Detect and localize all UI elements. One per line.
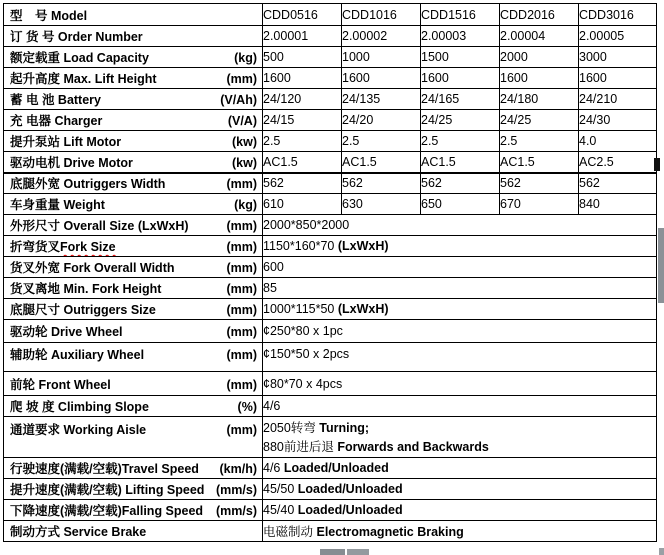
row-label: 提升速度(满载/空载) Lifting Speed	[10, 483, 205, 497]
value-cell: 24/30	[579, 110, 657, 131]
row-label: 订 货 号 Order Number	[10, 30, 143, 44]
table-row	[4, 47, 657, 68]
row-label: 驱动电机 Drive Motor	[10, 155, 133, 170]
table-row	[4, 372, 657, 396]
row-label: 蓄 电 池 Battery	[10, 93, 101, 107]
value-cell: 2.5	[421, 131, 500, 152]
row-label-spellcheck: Fork Size	[60, 240, 116, 254]
row-unit: (mm)	[226, 261, 257, 275]
row-label-cell	[4, 343, 263, 372]
row-unit: (mm)	[226, 219, 257, 233]
value-cell-merged: ¢250*80 x 1pc	[263, 320, 657, 343]
row-label: 驱动轮 Drive Wheel	[10, 325, 123, 339]
value-cell: 2.00003	[421, 26, 500, 47]
row-label-cell	[4, 194, 263, 215]
row-unit: (%)	[237, 400, 257, 414]
table-resize-handle-fragment[interactable]	[347, 549, 369, 555]
row-label: 充 电器 Charger	[10, 114, 103, 128]
value-cell-merged: ¢80*70 x 4pcs	[263, 372, 657, 396]
row-label-cell	[4, 396, 263, 417]
value-cell: 24/210	[579, 89, 657, 110]
row-label: 外形尺寸 Overall Size (LxWxH)	[10, 219, 189, 233]
table-row	[4, 299, 657, 320]
row-label-cell	[4, 500, 263, 521]
row-unit: (V/A)	[227, 114, 257, 128]
value-cell: 1600	[500, 68, 579, 89]
row-label: 折弯货叉	[10, 240, 61, 254]
row-unit: (mm/s)	[216, 483, 257, 497]
table-row	[4, 236, 657, 257]
value-cell: 500	[263, 47, 342, 68]
row-unit: (kg)	[234, 198, 257, 212]
value-cell: 24/25	[500, 110, 579, 131]
value-cell: 24/25	[421, 110, 500, 131]
table-row	[4, 479, 657, 500]
table-row	[4, 4, 657, 26]
row-unit: (mm)	[226, 348, 257, 362]
row-label: 货叉外宽 Fork Overall Width	[10, 261, 175, 275]
table-row	[4, 215, 657, 236]
value-cell-merged: 4/6	[263, 396, 657, 417]
table-resize-handle-fragment[interactable]	[320, 549, 345, 555]
row-label-cell	[4, 278, 263, 299]
row-unit: (mm/s)	[216, 504, 257, 518]
value-cell: 1600	[579, 68, 657, 89]
table-row	[4, 458, 657, 479]
row-label: 起升高度 Max. Lift Height	[10, 72, 157, 86]
row-label-cell	[4, 26, 263, 47]
table-row	[4, 173, 657, 194]
row-label-cell	[4, 236, 263, 257]
value-cell: 1600	[263, 68, 342, 89]
row-label-cell	[4, 372, 263, 396]
value-cell-merged: 45/40 Loaded/Unloaded	[263, 500, 657, 521]
table-row	[4, 68, 657, 89]
value-cell: AC1.5	[421, 152, 500, 173]
table-row	[4, 320, 657, 343]
table-row	[4, 521, 657, 542]
row-unit: (kw)	[232, 155, 257, 170]
row-label: 车身重量 Weight	[10, 198, 105, 212]
row-label-cell	[4, 458, 263, 479]
row-label-cell	[4, 47, 263, 68]
value-cell: 1000	[342, 47, 421, 68]
row-label-cell	[4, 4, 263, 26]
value-cell: 2.00005	[579, 26, 657, 47]
value-cell: 562	[579, 173, 657, 194]
row-label-cell	[4, 89, 263, 110]
value-cell: 4.0	[579, 131, 657, 152]
row-label: 制动方式 Service Brake	[10, 525, 147, 539]
value-cell: AC1.5	[500, 152, 579, 173]
row-label: 提升泵站 Lift Motor	[10, 135, 122, 149]
table-row	[4, 110, 657, 131]
value-cell-merged: 1000*115*50 (LxWxH)	[263, 299, 657, 320]
value-cell: AC2.5	[579, 152, 657, 173]
table-row	[4, 89, 657, 110]
value-cell: AC1.5	[263, 152, 342, 173]
value-cell: 2.5	[342, 131, 421, 152]
row-label-cell	[4, 479, 263, 500]
table-row	[4, 396, 657, 417]
value-cell: 2.5	[500, 131, 579, 152]
row-unit: (mm)	[226, 177, 257, 192]
row-label: 下降速度(满载/空载)Falling Speed	[10, 504, 204, 518]
row-unit: (mm)	[226, 423, 257, 437]
row-unit: (mm)	[226, 303, 257, 317]
value-cell: 562	[421, 173, 500, 194]
value-cell: 562	[500, 173, 579, 194]
value-cell-merged: 2000*850*2000	[263, 215, 657, 236]
row-label: 辅助轮 Auxiliary Wheel	[10, 348, 145, 362]
spec-table-body	[4, 4, 657, 542]
value-cell: CDD1016	[342, 4, 421, 26]
value-cell-merged: 电磁制动 Electromagnetic Braking	[263, 521, 657, 542]
row-label-cell	[4, 521, 263, 542]
value-cell-merged: 45/50 Loaded/Unloaded	[263, 479, 657, 500]
table-row	[4, 131, 657, 152]
value-cell-merged: ¢150*50 x 2pcs	[263, 343, 657, 372]
value-cell: 840	[579, 194, 657, 215]
value-cell-merged: 4/6 Loaded/Unloaded	[263, 458, 657, 479]
row-unit: (mm)	[226, 72, 257, 86]
value-cell-merged: 600	[263, 257, 657, 278]
row-unit: (kg)	[234, 51, 257, 65]
row-label: 额定载重 Load Capacity	[10, 51, 149, 65]
value-cell: 2.00001	[263, 26, 342, 47]
value-cell: 2.00002	[342, 26, 421, 47]
row-label-cell	[4, 152, 263, 173]
row-label: 底腿外宽 Outriggers Width	[10, 177, 166, 192]
value-cell: 2000	[500, 47, 579, 68]
value-cell: AC1.5	[342, 152, 421, 173]
value-cell: 610	[263, 194, 342, 215]
spec-table	[3, 3, 657, 542]
row-label: 爬 坡 度 Climbing Slope	[10, 400, 149, 414]
value-cell: 562	[342, 173, 421, 194]
value-cell: 3000	[579, 47, 657, 68]
value-cell: 24/20	[342, 110, 421, 131]
row-label: 型 号 Model	[10, 8, 88, 23]
table-row	[4, 152, 657, 173]
value-cell: 630	[342, 194, 421, 215]
row-unit: (mm)	[226, 377, 257, 392]
table-row	[4, 417, 657, 458]
row-label-cell	[4, 320, 263, 343]
row-label-cell	[4, 215, 263, 236]
row-label: 行驶速度(满载/空载)Travel Speed	[10, 462, 199, 476]
scrollbar-corner-fragment	[659, 548, 664, 555]
value-cell: CDD3016	[579, 4, 657, 26]
row-label-cell	[4, 257, 263, 278]
value-cell: 24/180	[500, 89, 579, 110]
row-unit: (mm)	[226, 282, 257, 296]
table-row	[4, 257, 657, 278]
row-label: 底腿尺寸 Outriggers Size	[10, 303, 156, 317]
row-label-cell	[4, 417, 263, 458]
row-label: 货叉离地 Min. Fork Height	[10, 282, 162, 296]
row-label-cell	[4, 68, 263, 89]
row-label: 前轮 Front Wheel	[10, 377, 111, 392]
value-cell-merged: 1150*160*70 (LxWxH)	[263, 236, 657, 257]
spec-sheet	[3, 3, 657, 542]
value-cell: 24/120	[263, 89, 342, 110]
row-unit: (kw)	[232, 135, 257, 149]
table-row	[4, 500, 657, 521]
row-label-cell	[4, 131, 263, 152]
row-label-cell	[4, 299, 263, 320]
value-cell-merged: 2050转弯 Turning; 880前进后退 Forwards and Backwards	[263, 417, 657, 458]
row-label-cell	[4, 173, 263, 194]
black-marker-fragment	[654, 158, 660, 171]
value-cell: 650	[421, 194, 500, 215]
value-cell-merged: 85	[263, 278, 657, 299]
value-cell: 1500	[421, 47, 500, 68]
row-unit: (km/h)	[219, 462, 257, 476]
value-cell: 670	[500, 194, 579, 215]
table-row	[4, 343, 657, 372]
value-cell: 24/165	[421, 89, 500, 110]
value-cell: 562	[263, 173, 342, 194]
table-row	[4, 278, 657, 299]
value-cell: CDD0516	[263, 4, 342, 26]
row-unit: (V/Ah)	[220, 93, 257, 107]
table-row	[4, 194, 657, 215]
value-cell: CDD1516	[421, 4, 500, 26]
value-cell: CDD2016	[500, 4, 579, 26]
scrollbar-thumb-fragment[interactable]	[658, 228, 664, 303]
table-row	[4, 26, 657, 47]
row-unit: (mm)	[226, 240, 257, 254]
value-cell: 2.5	[263, 131, 342, 152]
value-cell: 24/15	[263, 110, 342, 131]
row-label-cell	[4, 110, 263, 131]
value-cell: 24/135	[342, 89, 421, 110]
value-cell: 2.00004	[500, 26, 579, 47]
value-cell: 1600	[421, 68, 500, 89]
row-label: 通道要求 Working Aisle	[10, 423, 147, 437]
value-cell: 1600	[342, 68, 421, 89]
row-unit: (mm)	[226, 325, 257, 339]
